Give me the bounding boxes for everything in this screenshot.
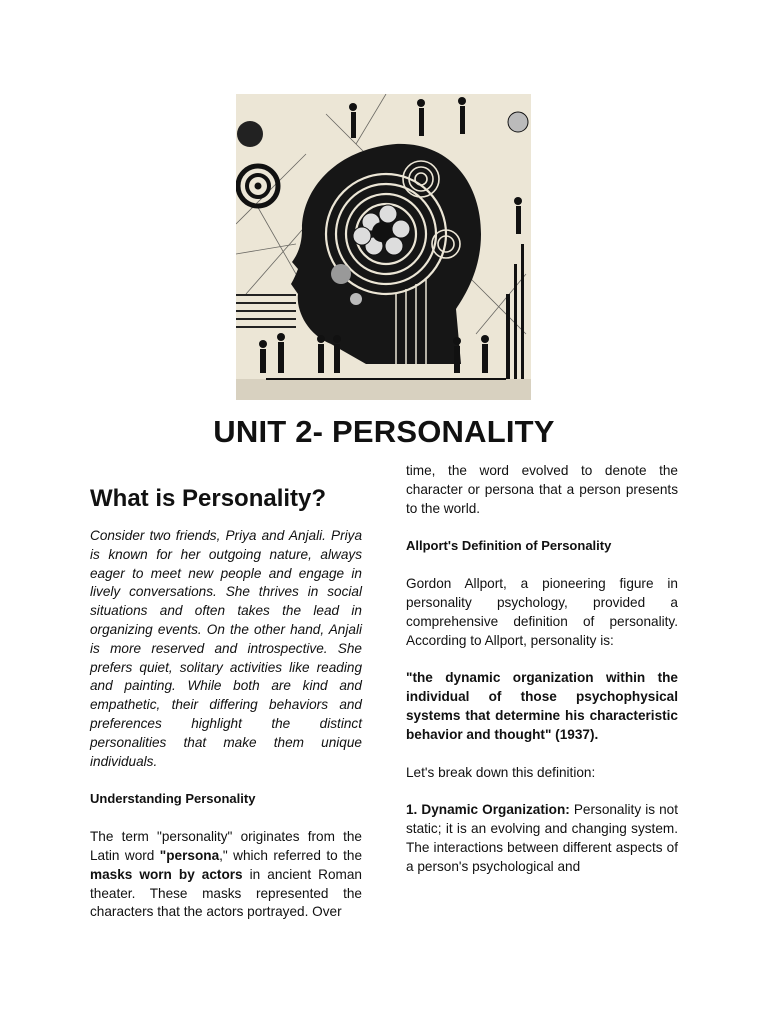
allport-paragraph: Gordon Allport, a pioneering figure in personality psychology, provided a comprehensive definition of personality. According to Allport, personality is: — [406, 576, 678, 648]
intro-paragraph: Consider two friends, Priya and Anjali. Priya is known for her outgoing nature, always eager to meet new people and engage in lively conversations. She thrives in social situations and often takes the lead in organizing events. On the other hand, Anjali is more reserved and introspective. She prefers quiet, solitary activities like reading and painting. While both are kind and empathetic, their differing behaviors and preferences highlight the distinct personalities that make them unique individuals. — [90, 528, 362, 769]
allport-quote: "the dynamic organization within the individual of those psychophysical systems that determine his characteristic behavior and thought" (1937). — [406, 670, 678, 742]
dynamic-text: Personality is not static; it is an evolving and changing system. The interactions between different aspects of a person's psychological and — [406, 802, 678, 874]
dynamic-organization-paragraph — [406, 801, 678, 876]
dynamic-label: 1. Dynamic Organization: — [406, 802, 570, 818]
subheading-allport: Allport's Definition of Personality — [406, 538, 612, 554]
continuation-paragraph: time, the word evolved to denote the character or persona that a person presents to the world. — [406, 463, 678, 516]
section-heading: What is Personality? — [90, 485, 327, 512]
subheading-understanding: Understanding Personality — [90, 791, 256, 807]
term-text-2: ," which referred to the — [219, 847, 363, 863]
term-text-1: The term "personality" originates from the Latin word — [90, 829, 362, 863]
breakdown-line: Let's break down this definition: — [406, 764, 596, 780]
hero-illustration — [236, 94, 531, 400]
term-text-3: in ancient Roman theater. These masks represented the characters that the actors portrayed. Over — [90, 866, 362, 920]
right-column — [406, 462, 678, 877]
term-bold-persona: "persona — [159, 847, 220, 863]
left-column — [90, 484, 362, 922]
term-paragraph — [90, 828, 362, 922]
page-title: UNIT 2- PERSONALITY — [213, 414, 555, 449]
term-bold-masks: masks worn by actors — [90, 866, 243, 882]
